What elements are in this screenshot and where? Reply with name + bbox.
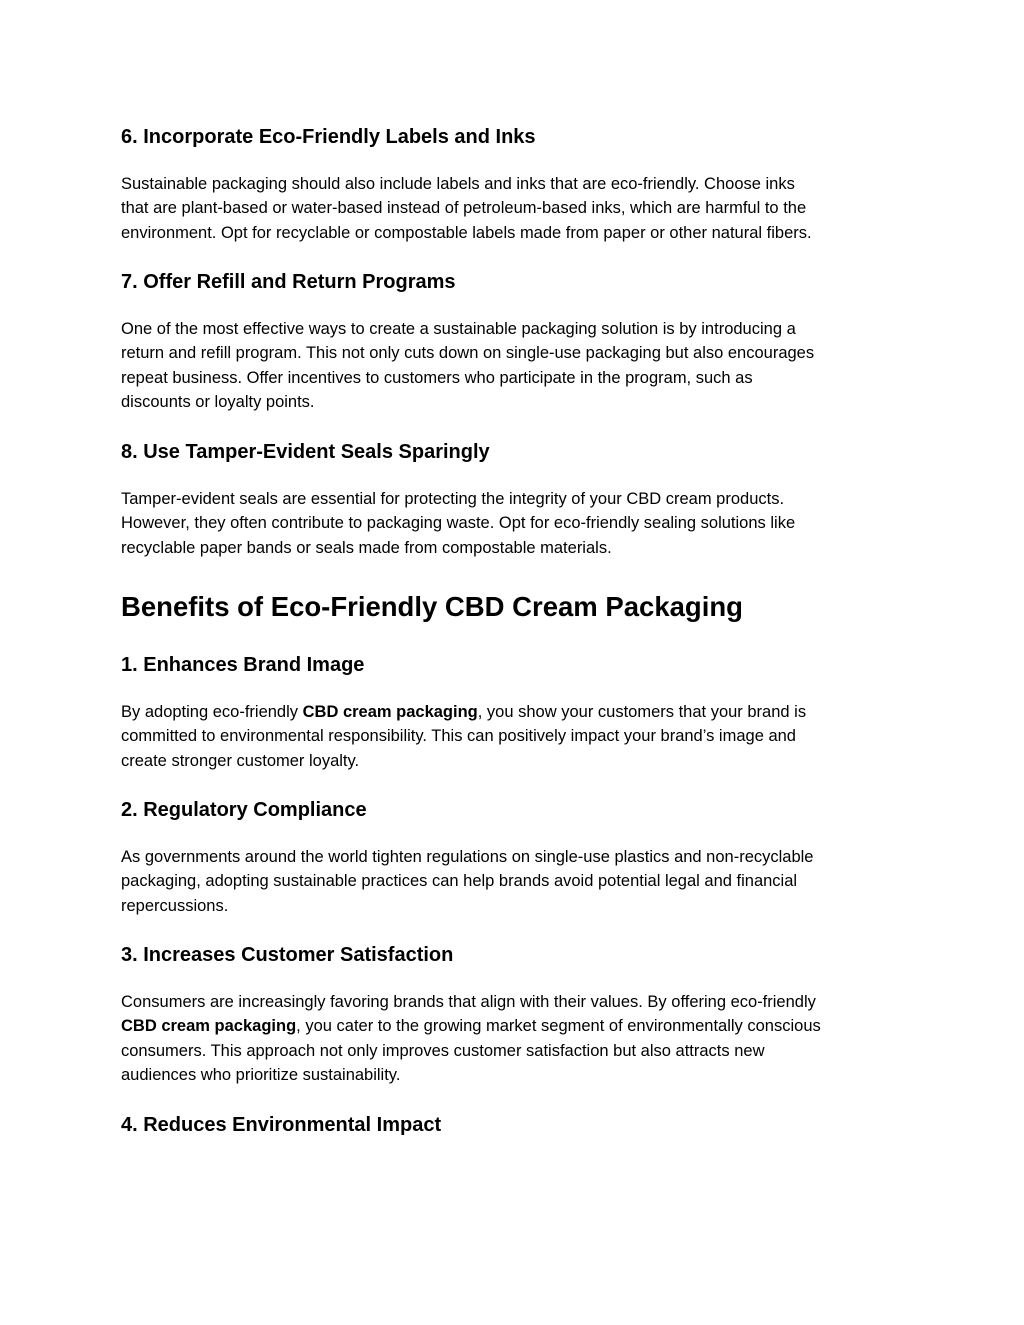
- paragraph-line: Tamper-evident seals are essential for protecting the integrity of your CBD cream products.: [121, 490, 785, 508]
- benefit-paragraph-1: [121, 700, 911, 773]
- paragraph-line: However, they often contribute to packaging waste. Opt for eco-friendly sealing solutions like: [121, 514, 796, 533]
- paragraph-line: create stronger customer loyalty.: [121, 751, 360, 770]
- paragraph-line: committed to environmental responsibility. This can positively impact your brand’s image and: [121, 727, 796, 746]
- section-paragraph-6: [121, 172, 911, 245]
- bold-keyword: CBD cream packaging: [302, 703, 478, 721]
- paragraph-line: discounts or loyalty points.: [121, 393, 315, 412]
- paragraph-line: audiences who prioritize sustainability.: [121, 1066, 401, 1085]
- benefit-heading-3: 3. Increases Customer Satisfaction: [121, 944, 454, 966]
- paragraph-line: repercussions.: [121, 896, 229, 915]
- paragraph-line: As governments around the world tighten regulations on single-use plastics and non-recyclable: [121, 848, 814, 866]
- text-run: , you cater to the growing market segment of environmentally conscious: [296, 1017, 821, 1036]
- paragraph-line: consumers. This approach not only improves customer satisfaction but also attracts new: [121, 1041, 765, 1060]
- paragraph-line: [121, 1014, 911, 1038]
- paragraph-line: that are plant-based or water-based instead of petroleum-based inks, which are harmful to the: [121, 199, 807, 218]
- paragraph-line: recyclable paper bands or seals made from compostable materials.: [121, 538, 612, 557]
- text-run: By adopting eco-friendly: [121, 703, 303, 721]
- text-run: , you show your customers that your brand is: [477, 703, 807, 721]
- paragraph-line: One of the most effective ways to create a sustainable packaging solution is by introducing a: [121, 320, 796, 338]
- bold-keyword: CBD cream packaging: [121, 1017, 297, 1036]
- benefit-heading-4: 4. Reduces Environmental Impact: [121, 1114, 442, 1136]
- benefit-paragraph-2: [121, 845, 911, 918]
- paragraph-line: packaging, adopting sustainable practices can help brands avoid potential legal and financial: [121, 872, 798, 891]
- section-paragraph-7: [121, 317, 911, 415]
- paragraph-line: repeat business. Offer incentives to customers who participate in the program, such as: [121, 368, 753, 387]
- benefit-heading-1: 1. Enhances Brand Image: [121, 654, 365, 676]
- paragraph-line: environment. Opt for recyclable or compostable labels made from paper or other natural fibers.: [121, 223, 812, 242]
- section-heading-7: 7. Offer Refill and Return Programs: [121, 271, 456, 293]
- section-paragraph-8: [121, 487, 911, 560]
- paragraph-line: Sustainable packaging should also include labels and inks that are eco-friendly. Choose inks: [121, 175, 795, 193]
- paragraph-line: [121, 700, 911, 724]
- paragraph-line: return and refill program. This not only cuts down on single-use packaging but also encourages: [121, 344, 815, 363]
- section-heading-6: 6. Incorporate Eco-Friendly Labels and Inks: [121, 126, 536, 148]
- section-heading-8: 8. Use Tamper-Evident Seals Sparingly: [121, 441, 490, 463]
- paragraph-line: Consumers are increasingly favoring brands that align with their values. By offering eco-friendly: [121, 993, 816, 1011]
- benefit-paragraph-3: [121, 990, 911, 1088]
- benefit-heading-2: 2. Regulatory Compliance: [121, 799, 367, 821]
- benefits-title: Benefits of Eco-Friendly CBD Cream Packaging: [121, 591, 743, 622]
